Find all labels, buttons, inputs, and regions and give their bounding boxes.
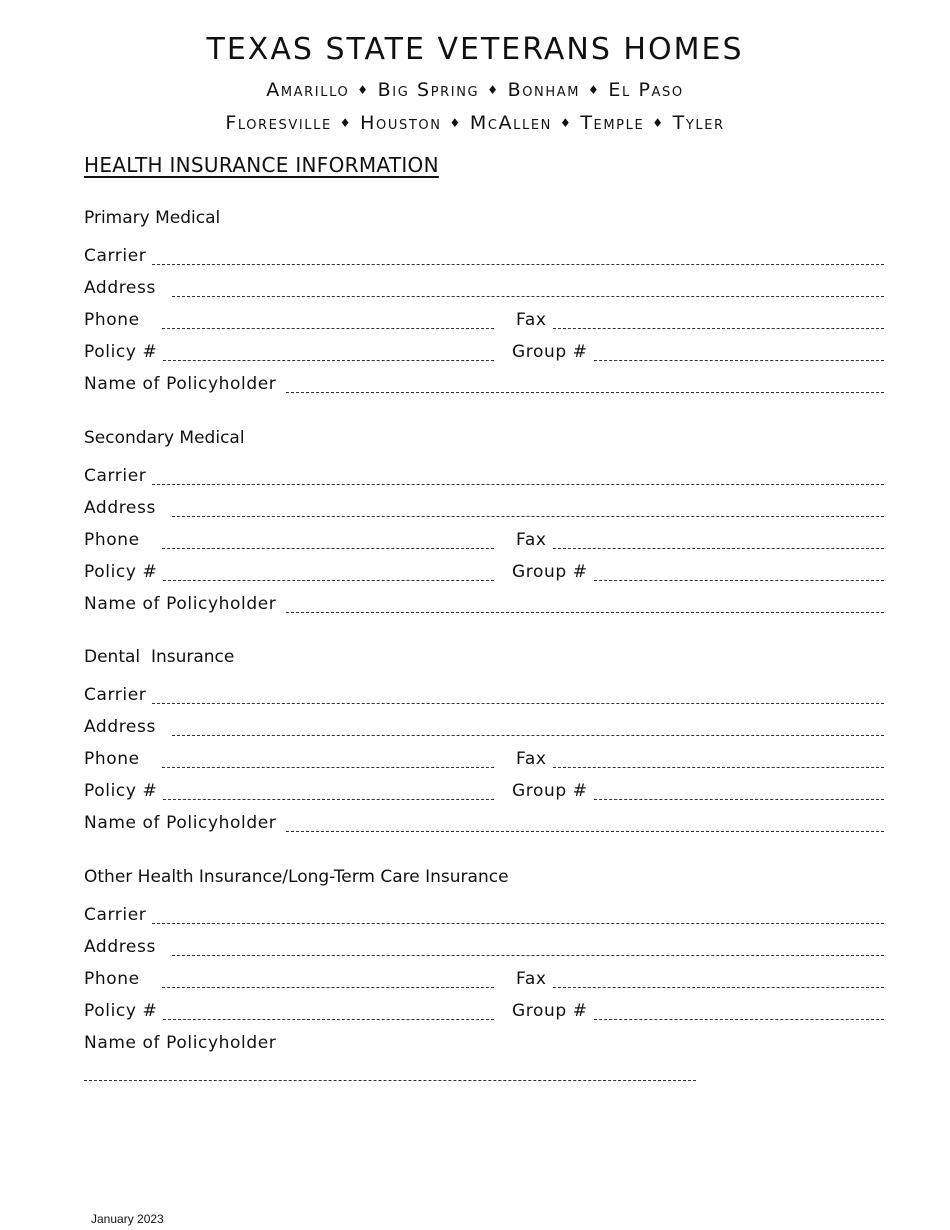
policy-half	[84, 561, 494, 587]
carrier-field[interactable]	[152, 264, 884, 265]
policy-group-row	[84, 994, 884, 1026]
policyholder-row	[84, 367, 884, 399]
locations-line-2	[0, 110, 950, 138]
diamond-separator-icon: ♦	[357, 83, 370, 97]
address-label: Address	[84, 278, 156, 298]
group-half	[512, 1000, 884, 1026]
phone-fax-row	[84, 303, 884, 335]
location-temple: Temple	[580, 112, 645, 134]
phone-half	[84, 968, 494, 994]
insurance-group-other	[84, 866, 884, 1058]
location-amarillo: Amarillo	[266, 79, 350, 101]
policy-group-row	[84, 555, 884, 587]
fax-half	[512, 968, 884, 994]
policy-group-row	[84, 335, 884, 367]
policyholder-row	[84, 587, 884, 619]
group-field[interactable]	[594, 1019, 884, 1020]
group-label: Group #	[512, 781, 588, 801]
group-label: Group #	[512, 342, 588, 362]
locations-line-1	[0, 77, 950, 105]
phone-label: Phone	[84, 530, 140, 550]
group-title: Other Health Insurance/Long-Term Care Insurance	[84, 867, 509, 887]
carrier-field[interactable]	[152, 923, 884, 924]
insurance-group-secondary	[84, 427, 884, 619]
group-half	[512, 780, 884, 806]
fax-label: Fax	[516, 530, 547, 550]
insurance-group-dental	[84, 646, 884, 838]
policyholder-field[interactable]	[84, 1080, 696, 1081]
group-label: Group #	[512, 562, 588, 582]
policy-label: Policy #	[84, 342, 158, 362]
group-field[interactable]	[594, 799, 884, 800]
diamond-separator-icon: ♦	[559, 116, 573, 130]
policyholder-label: Name of Policyholder	[84, 374, 277, 394]
group-field[interactable]	[594, 360, 884, 361]
organization-title: TEXAS STATE VETERANS HOMES	[206, 32, 744, 67]
phone-fax-row	[84, 742, 884, 774]
carrier-field[interactable]	[152, 703, 884, 704]
group-title: Secondary Medical	[84, 428, 245, 448]
fax-field[interactable]	[553, 328, 885, 329]
policy-field[interactable]	[163, 1019, 494, 1020]
policyholder-field[interactable]	[286, 831, 884, 832]
policy-half	[84, 341, 494, 367]
group-half	[512, 561, 884, 587]
phone-field[interactable]	[162, 987, 494, 988]
phone-field[interactable]	[162, 767, 494, 768]
address-label: Address	[84, 937, 156, 957]
location-el-paso: El Paso	[608, 79, 684, 101]
address-label: Address	[84, 717, 156, 737]
carrier-label: Carrier	[84, 905, 147, 925]
group-title: Primary Medical	[84, 208, 221, 228]
footer-date: January 2023	[91, 1212, 164, 1226]
group-field[interactable]	[594, 580, 884, 581]
diamond-separator-icon: ♦	[449, 116, 462, 130]
address-field[interactable]	[172, 735, 884, 736]
fax-field[interactable]	[553, 767, 885, 768]
location-tyler: Tyler	[672, 112, 725, 134]
group-title: Dental Insurance	[84, 647, 235, 667]
address-row	[84, 271, 884, 303]
carrier-label: Carrier	[84, 466, 147, 486]
policyholder-label: Name of Policyholder	[84, 813, 277, 833]
location-big-spring: Big Spring	[377, 79, 480, 101]
phone-half	[84, 309, 494, 335]
policy-label: Policy #	[84, 781, 158, 801]
phone-label: Phone	[84, 310, 140, 330]
carrier-row	[84, 239, 884, 271]
fax-half	[512, 748, 884, 774]
policyholder-field[interactable]	[286, 612, 884, 613]
phone-label: Phone	[84, 749, 140, 769]
diamond-separator-icon: ♦	[339, 116, 353, 130]
fax-half	[512, 529, 884, 555]
policy-half	[84, 780, 494, 806]
policyholder-row	[84, 806, 884, 838]
insurance-group-primary	[84, 207, 884, 399]
carrier-row	[84, 678, 884, 710]
group-half	[512, 341, 884, 367]
policyholder-label: Name of Policyholder	[84, 594, 277, 614]
carrier-label: Carrier	[84, 246, 147, 266]
diamond-separator-icon: ♦	[588, 83, 601, 97]
policyholder-row	[84, 1026, 884, 1058]
address-field[interactable]	[172, 516, 884, 517]
policyholder-field[interactable]	[286, 392, 884, 393]
phone-half	[84, 748, 494, 774]
address-row	[84, 710, 884, 742]
phone-fax-row	[84, 523, 884, 555]
diamond-separator-icon: ♦	[487, 83, 500, 97]
fax-field[interactable]	[553, 548, 885, 549]
fax-field[interactable]	[553, 987, 885, 988]
group-label: Group #	[512, 1001, 588, 1021]
address-row	[84, 491, 884, 523]
carrier-row	[84, 898, 884, 930]
address-label: Address	[84, 498, 156, 518]
phone-half	[84, 529, 494, 555]
phone-field[interactable]	[162, 548, 494, 549]
carrier-field[interactable]	[152, 484, 884, 485]
policy-group-row	[84, 774, 884, 806]
location-houston: Houston	[360, 112, 442, 134]
location-bonham: Bonham	[507, 79, 581, 101]
policy-field[interactable]	[163, 360, 494, 361]
fax-label: Fax	[516, 969, 547, 989]
address-field[interactable]	[172, 955, 884, 956]
location-floresville: Floresville	[225, 112, 332, 134]
policyholder-label: Name of Policyholder	[84, 1033, 277, 1053]
carrier-row	[84, 459, 884, 491]
address-field[interactable]	[172, 296, 884, 297]
fax-half	[512, 309, 884, 335]
policy-label: Policy #	[84, 1001, 158, 1021]
policy-field[interactable]	[163, 799, 494, 800]
phone-field[interactable]	[162, 328, 494, 329]
carrier-label: Carrier	[84, 685, 147, 705]
policy-label: Policy #	[84, 562, 158, 582]
section-heading: HEALTH INSURANCE INFORMATION	[84, 153, 439, 177]
fax-label: Fax	[516, 749, 547, 769]
policy-field[interactable]	[163, 580, 494, 581]
address-row	[84, 930, 884, 962]
phone-fax-row	[84, 962, 884, 994]
phone-label: Phone	[84, 969, 140, 989]
fax-label: Fax	[516, 310, 547, 330]
diamond-separator-icon: ♦	[652, 116, 665, 130]
location-mcallen: McAllen	[469, 112, 552, 134]
policy-half	[84, 1000, 494, 1026]
